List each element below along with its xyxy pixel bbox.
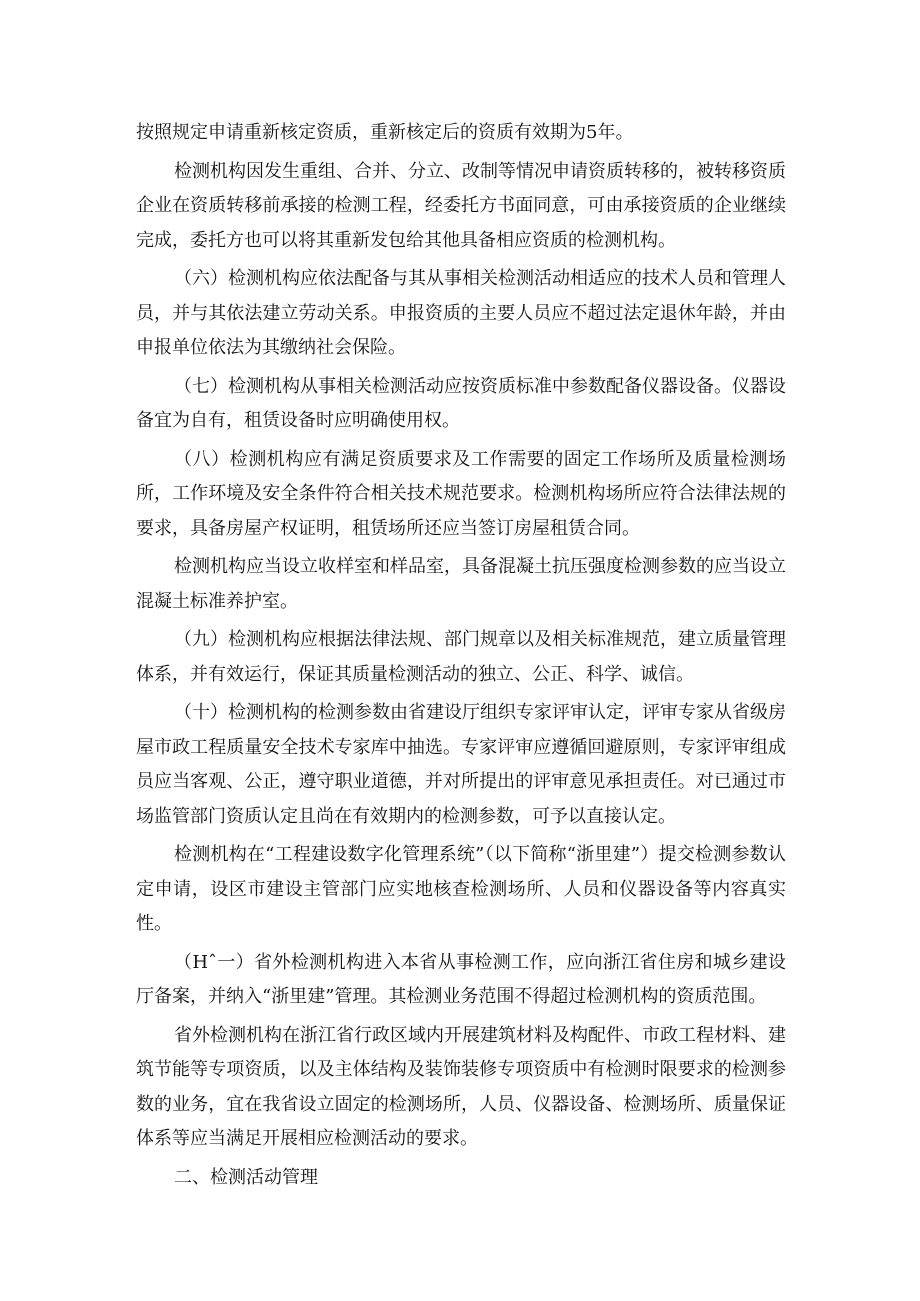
paragraph-6: （六）检测机构应依法配备与其从事相关检测活动相适应的技术人员和管理人员，并与其依法建立劳动关系。申报资质的主要人员应不超过法定退休年龄，并由申报单位依法为其缴纳社会保险。 (136, 268, 786, 358)
section-heading: 二、检测活动管理 (174, 1166, 318, 1188)
paragraph-2: 检测机构因发生重组、合并、分立、改制等情况申请资质转移的，被转移资质企业在资质转移前承接的检测工程，经委托方书面同意，可由承接资质的企业继续完成，委托方也可以将其重新发包给其他具备相应资质的检测机构。 (136, 160, 786, 251)
paragraph-10-cont: 检测机构在“工程建设数字化管理系统”（以下简称“浙里建”）提交检测参数认定申请，设区市建设主管部门应实地核查检测场所、人员和仪器设备等内容真实性。 (136, 844, 786, 934)
paragraph-8-cont: 检测机构应当设立收样室和样品室，具备混凝土抗压强度检测参数的应当设立混凝土标准养护室。 (136, 556, 786, 612)
paragraph-7: （七）检测机构从事相关检测活动应按资质标准中参数配备仪器设备。仪器设备宜为自有，租赁设备时应明确使用权。 (136, 375, 786, 431)
paragraph-10: （十）检测机构的检测参数由省建设厅组织专家评审认定，评审专家从省级房屋市政工程质量安全技术专家库中抽选。专家评审应遵循回避原则，专家评审组成员应当客观、公正，遵守职业道德，并对所提出的评审意见承担责任。对已通过市场监管部门资质认定且尚在有效期内的检测参数，可予以直接认定。 (136, 702, 786, 827)
document-body (136, 116, 786, 1199)
paragraph-9: （九）检测机构应根据法律法规、部门规章以及相关标准规范，建立质量管理体系，并有效运行，保证其质量检测活动的独立、公正、科学、诚信。 (136, 629, 786, 685)
paragraph-8: （八）检测机构应有满足资质要求及工作需要的固定工作场所及质量检测场所，工作环境及安全条件符合相关技术规范要求。检测机构场所应符合法律法规的要求，具备房屋产权证明，租赁场所还应当签订房屋租赁合同。 (136, 448, 786, 539)
paragraph-11-cont: 省外检测机构在浙江省行政区域内开展建筑材料及构配件、市政工程材料、建筑节能等专项资质，以及主体结构及装饰装修专项资质中有检测时限要求的检测参数的业务，宜在我省设立固定的检测场所，人员、仪器设备、检测场所、质量保证体系等应当满足开展相应检测活动的要求。 (136, 1024, 786, 1149)
paragraph-11: （Hˆ一）省外检测机构进入本省从事检测工作，应向浙江省住房和城乡建设厅备案，并纳入“浙里建”管理。其检测业务范围不得超过检测机构的资质范围。 (136, 951, 786, 1007)
paragraph-1: 按照规定申请重新核定资质，重新核定后的资质有效期为5年。 (136, 122, 634, 143)
